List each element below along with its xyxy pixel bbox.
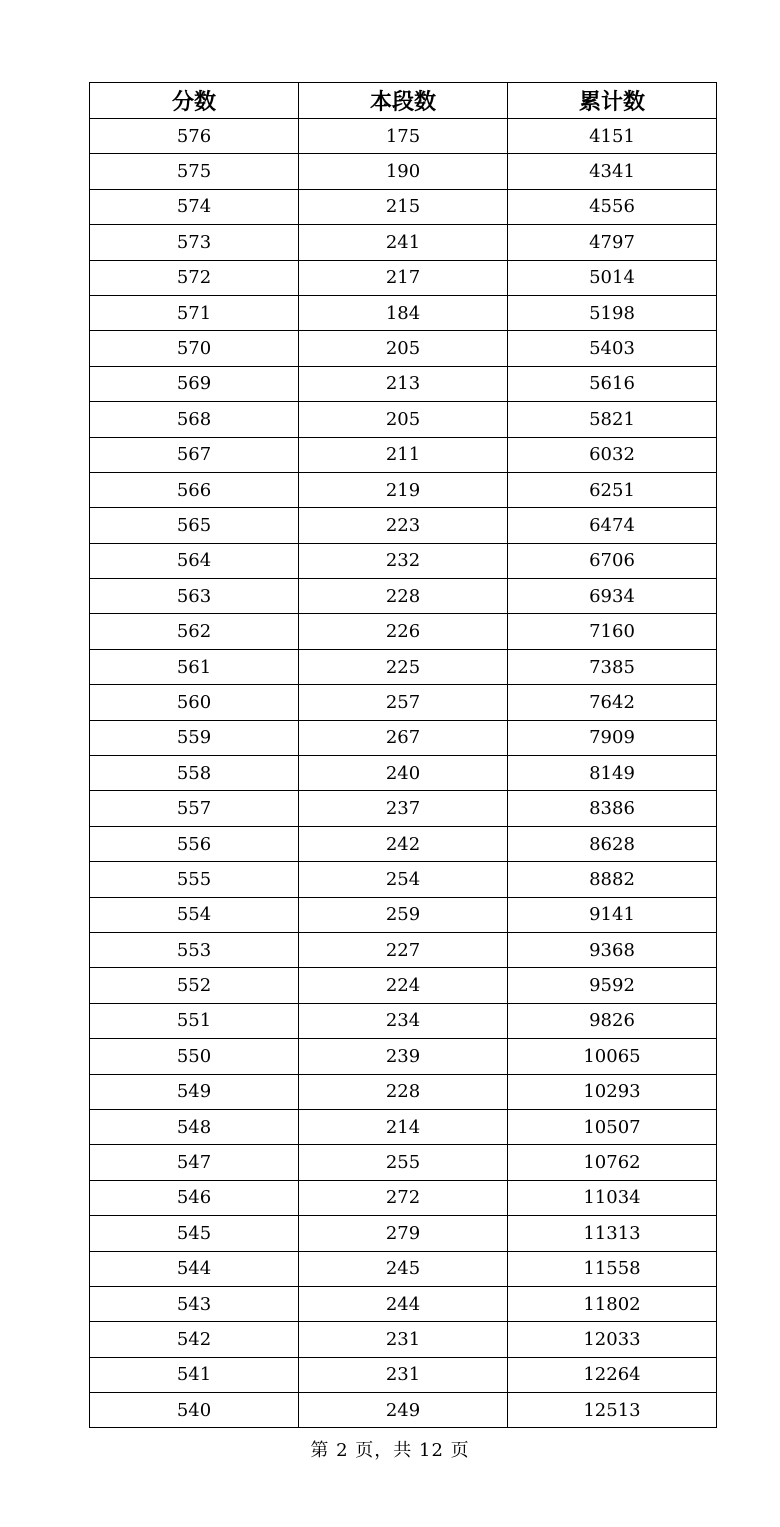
- table-row: [90, 260, 717, 295]
- score-cell: 574: [90, 189, 299, 224]
- score-cell: 556: [90, 826, 299, 861]
- segment-count-cell: 240: [299, 756, 508, 791]
- cumulative-count-cell: 10507: [508, 1109, 717, 1144]
- cumulative-count-cell: 7385: [508, 649, 717, 684]
- table-row: [90, 1003, 717, 1038]
- segment-count-cell: 225: [299, 649, 508, 684]
- table-row: [90, 1145, 717, 1180]
- table-row: [90, 508, 717, 543]
- score-distribution-table: [89, 82, 717, 1428]
- table-row: [90, 1393, 717, 1428]
- segment-count-cell: 254: [299, 862, 508, 897]
- segment-count-cell: 227: [299, 932, 508, 967]
- segment-count-cell: 214: [299, 1109, 508, 1144]
- segment-count-cell: 267: [299, 720, 508, 755]
- cumulative-count-cell: 6032: [508, 437, 717, 472]
- cumulative-count-cell: 5616: [508, 366, 717, 401]
- table-row: [90, 543, 717, 578]
- segment-count-cell: 184: [299, 295, 508, 330]
- cumulative-count-cell: 12033: [508, 1322, 717, 1357]
- cumulative-count-cell: 4556: [508, 189, 717, 224]
- score-cell: 551: [90, 1003, 299, 1038]
- segment-count-cell: 272: [299, 1180, 508, 1215]
- table-row: [90, 720, 717, 755]
- cumulative-count-cell: 7642: [508, 685, 717, 720]
- cumulative-count-cell: 12513: [508, 1393, 717, 1428]
- score-cell: 565: [90, 508, 299, 543]
- cumulative-count-cell: 9368: [508, 932, 717, 967]
- cumulative-count-cell: 5014: [508, 260, 717, 295]
- segment-count-cell: 219: [299, 472, 508, 507]
- score-cell: 562: [90, 614, 299, 649]
- table-row: [90, 402, 717, 437]
- segment-count-cell: 226: [299, 614, 508, 649]
- segment-count-cell: 228: [299, 579, 508, 614]
- segment-count-cell: 228: [299, 1074, 508, 1109]
- score-cell: 541: [90, 1357, 299, 1392]
- score-cell: 540: [90, 1393, 299, 1428]
- segment-count-cell: 217: [299, 260, 508, 295]
- score-cell: 558: [90, 756, 299, 791]
- table-row: [90, 1251, 717, 1286]
- segment-count-cell: 224: [299, 968, 508, 1003]
- segment-count-cell: 279: [299, 1216, 508, 1251]
- table-row: [90, 154, 717, 189]
- header-cumulative-count: 累计数: [508, 83, 717, 119]
- cumulative-count-cell: 11034: [508, 1180, 717, 1215]
- table-body: [90, 119, 717, 1428]
- table-row: [90, 862, 717, 897]
- segment-count-cell: 213: [299, 366, 508, 401]
- score-cell: 568: [90, 402, 299, 437]
- cumulative-count-cell: 6251: [508, 472, 717, 507]
- segment-count-cell: 205: [299, 402, 508, 437]
- score-cell: 548: [90, 1109, 299, 1144]
- score-cell: 573: [90, 225, 299, 260]
- cumulative-count-cell: 5198: [508, 295, 717, 330]
- table-row: [90, 1216, 717, 1251]
- header-segment-count: 本段数: [299, 83, 508, 119]
- score-cell: 566: [90, 472, 299, 507]
- score-cell: 547: [90, 1145, 299, 1180]
- cumulative-count-cell: 10293: [508, 1074, 717, 1109]
- score-cell: 575: [90, 154, 299, 189]
- segment-count-cell: 255: [299, 1145, 508, 1180]
- score-cell: 571: [90, 295, 299, 330]
- segment-count-cell: 241: [299, 225, 508, 260]
- score-cell: 560: [90, 685, 299, 720]
- table-row: [90, 1286, 717, 1321]
- table-row: [90, 968, 717, 1003]
- cumulative-count-cell: 6706: [508, 543, 717, 578]
- cumulative-count-cell: 12264: [508, 1357, 717, 1392]
- score-cell: 567: [90, 437, 299, 472]
- table-row: [90, 649, 717, 684]
- table-row: [90, 437, 717, 472]
- table-header: [90, 83, 717, 119]
- segment-count-cell: 245: [299, 1251, 508, 1286]
- score-cell: 546: [90, 1180, 299, 1215]
- table-row: [90, 1322, 717, 1357]
- cumulative-count-cell: 11558: [508, 1251, 717, 1286]
- score-cell: 549: [90, 1074, 299, 1109]
- cumulative-count-cell: 10762: [508, 1145, 717, 1180]
- segment-count-cell: 231: [299, 1357, 508, 1392]
- table-row: [90, 1039, 717, 1074]
- segment-count-cell: 242: [299, 826, 508, 861]
- table-row: [90, 579, 717, 614]
- page-footer: 第 2 页，共 12 页: [310, 1440, 470, 1461]
- table-row: [90, 826, 717, 861]
- table-row: [90, 1109, 717, 1144]
- score-cell: 555: [90, 862, 299, 897]
- cumulative-count-cell: 8386: [508, 791, 717, 826]
- score-cell: 564: [90, 543, 299, 578]
- cumulative-count-cell: 11313: [508, 1216, 717, 1251]
- table-row: [90, 791, 717, 826]
- score-cell: 542: [90, 1322, 299, 1357]
- table-row: [90, 295, 717, 330]
- cumulative-count-cell: 4151: [508, 119, 717, 154]
- segment-count-cell: 190: [299, 154, 508, 189]
- score-cell: 569: [90, 366, 299, 401]
- score-cell: 554: [90, 897, 299, 932]
- segment-count-cell: 239: [299, 1039, 508, 1074]
- table-row: [90, 189, 717, 224]
- table-row: [90, 366, 717, 401]
- score-cell: 543: [90, 1286, 299, 1321]
- cumulative-count-cell: 8628: [508, 826, 717, 861]
- cumulative-count-cell: 11802: [508, 1286, 717, 1321]
- table-row: [90, 1357, 717, 1392]
- segment-count-cell: 259: [299, 897, 508, 932]
- table-row: [90, 756, 717, 791]
- segment-count-cell: 257: [299, 685, 508, 720]
- cumulative-count-cell: 8149: [508, 756, 717, 791]
- cumulative-count-cell: 9826: [508, 1003, 717, 1038]
- header-score: 分数: [90, 83, 299, 119]
- cumulative-count-cell: 9141: [508, 897, 717, 932]
- score-cell: 544: [90, 1251, 299, 1286]
- score-cell: 545: [90, 1216, 299, 1251]
- cumulative-count-cell: 7160: [508, 614, 717, 649]
- cumulative-count-cell: 4797: [508, 225, 717, 260]
- score-cell: 572: [90, 260, 299, 295]
- table-row: [90, 225, 717, 260]
- score-cell: 563: [90, 579, 299, 614]
- segment-count-cell: 211: [299, 437, 508, 472]
- segment-count-cell: 215: [299, 189, 508, 224]
- table-row: [90, 932, 717, 967]
- cumulative-count-cell: 9592: [508, 968, 717, 1003]
- segment-count-cell: 249: [299, 1393, 508, 1428]
- cumulative-count-cell: 6474: [508, 508, 717, 543]
- table-row: [90, 1180, 717, 1215]
- segment-count-cell: 205: [299, 331, 508, 366]
- table-row: [90, 897, 717, 932]
- score-cell: 550: [90, 1039, 299, 1074]
- score-cell: 559: [90, 720, 299, 755]
- segment-count-cell: 237: [299, 791, 508, 826]
- header-row: [90, 83, 717, 119]
- score-cell: 570: [90, 331, 299, 366]
- segment-count-cell: 231: [299, 1322, 508, 1357]
- score-cell: 561: [90, 649, 299, 684]
- score-cell: 576: [90, 119, 299, 154]
- segment-count-cell: 232: [299, 543, 508, 578]
- score-cell: 557: [90, 791, 299, 826]
- cumulative-count-cell: 4341: [508, 154, 717, 189]
- score-cell: 552: [90, 968, 299, 1003]
- segment-count-cell: 175: [299, 119, 508, 154]
- cumulative-count-cell: 5403: [508, 331, 717, 366]
- cumulative-count-cell: 5821: [508, 402, 717, 437]
- score-cell: 553: [90, 932, 299, 967]
- cumulative-count-cell: 8882: [508, 862, 717, 897]
- segment-count-cell: 244: [299, 1286, 508, 1321]
- table-row: [90, 685, 717, 720]
- cumulative-count-cell: 6934: [508, 579, 717, 614]
- cumulative-count-cell: 7909: [508, 720, 717, 755]
- table-row: [90, 331, 717, 366]
- cumulative-count-cell: 10065: [508, 1039, 717, 1074]
- table-row: [90, 614, 717, 649]
- table-row: [90, 472, 717, 507]
- segment-count-cell: 234: [299, 1003, 508, 1038]
- table-row: [90, 1074, 717, 1109]
- segment-count-cell: 223: [299, 508, 508, 543]
- table-row: [90, 119, 717, 154]
